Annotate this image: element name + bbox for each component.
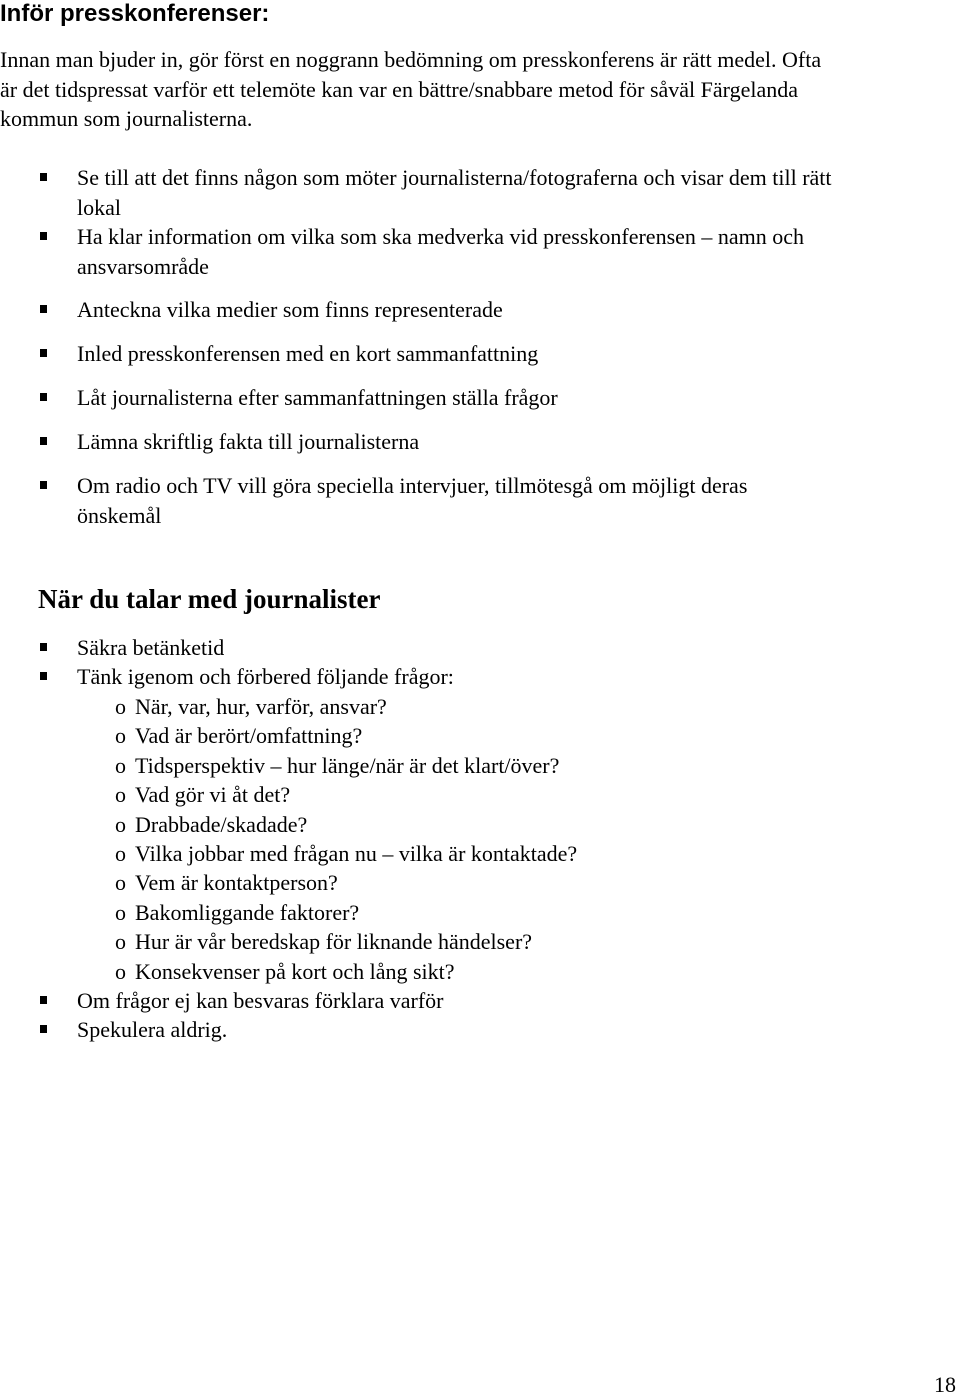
intro-paragraph	[0, 45, 958, 134]
section-bullet-text: Tänk igenom och förbered följande frågor:	[77, 664, 454, 689]
checklist-item-line: Se till att det finns någon som möter journalisterna/fotograferna och visar dem till rätt	[77, 165, 832, 190]
question-item	[0, 898, 960, 928]
square-bullet-icon	[40, 305, 47, 313]
circle-bullet-icon: o	[115, 841, 126, 866]
square-bullet-icon	[40, 173, 47, 181]
question-item	[0, 957, 960, 987]
question-item	[0, 810, 960, 840]
question-item	[0, 692, 960, 722]
circle-bullet-icon: o	[115, 929, 126, 954]
intro-line: är det tidspressat varför ett telemöte kan var en bättre/snabbare metod för såväl Färgelanda	[0, 76, 798, 102]
page-number: 18	[934, 1372, 956, 1397]
checklist-item-line: lokal	[77, 194, 121, 220]
square-bullet-icon	[40, 996, 47, 1004]
square-bullet-icon	[40, 437, 47, 445]
section-bullet-text: Om frågor ej kan besvaras förklara varför	[77, 988, 444, 1013]
page-heading: Inför presskonferenser:	[0, 0, 270, 27]
square-bullet-icon	[40, 1025, 47, 1033]
question-text: Konsekvenser på kort och lång sikt?	[135, 959, 455, 984]
question-text: Bakomliggande faktorer?	[135, 900, 360, 925]
checklist-item-line: Lämna skriftlig fakta till journalisterna	[77, 429, 420, 454]
checklist-item-line: Inled presskonferensen med en kort sammanfattning	[77, 341, 539, 366]
circle-bullet-icon: o	[115, 959, 126, 984]
question-item	[0, 927, 960, 957]
circle-bullet-icon: o	[115, 694, 126, 719]
question-item	[0, 868, 960, 898]
section-bullet-text: Säkra betänketid	[77, 635, 225, 660]
question-text: Vad gör vi åt det?	[135, 782, 291, 807]
question-text: Drabbade/skadade?	[135, 812, 308, 837]
question-item	[0, 780, 960, 810]
square-bullet-icon	[40, 393, 47, 401]
square-bullet-icon	[40, 349, 47, 357]
question-item	[0, 751, 960, 781]
section-bullet-text: Spekulera aldrig.	[77, 1017, 228, 1042]
question-text: Hur är vår beredskap för liknande händelser?	[135, 929, 533, 954]
square-bullet-icon	[40, 643, 47, 651]
square-bullet-icon	[40, 672, 47, 680]
checklist-item-line: Om radio och TV vill göra speciella intervjuer, tillmötesgå om möjligt deras	[77, 473, 748, 498]
checklist-item-line: Ha klar information om vilka som ska medverka vid presskonferensen – namn och	[77, 224, 805, 249]
circle-bullet-icon: o	[115, 782, 126, 807]
circle-bullet-icon: o	[115, 900, 126, 925]
question-text: Tidsperspektiv – hur länge/när är det klart/över?	[135, 753, 560, 778]
section-heading: När du talar med journalister	[38, 584, 381, 614]
question-text: Vem är kontaktperson?	[135, 870, 338, 895]
checklist-item-line: ansvarsområde	[77, 253, 209, 279]
checklist-item-line: Låt journalisterna efter sammanfattningen ställa frågor	[77, 385, 558, 410]
circle-bullet-icon: o	[115, 812, 126, 837]
checklist-item-line: Anteckna vilka medier som finns representerade	[77, 297, 503, 322]
circle-bullet-icon: o	[115, 723, 126, 748]
question-text: Vilka jobbar med frågan nu – vilka är kontaktade?	[135, 841, 578, 866]
question-item	[0, 721, 960, 751]
square-bullet-icon	[40, 232, 47, 240]
question-text: När, var, hur, varför, ansvar?	[135, 694, 387, 719]
question-item	[0, 839, 960, 869]
question-text: Vad är berört/omfattning?	[135, 723, 363, 748]
checklist-item-line: önskemål	[77, 502, 162, 528]
intro-line: kommun som journalisterna.	[0, 106, 253, 131]
circle-bullet-icon: o	[115, 753, 126, 778]
intro-line: Innan man bjuder in, gör först en noggrann bedömning om presskonferens är rätt medel. Ofta	[0, 47, 822, 72]
square-bullet-icon	[40, 481, 47, 489]
circle-bullet-icon: o	[115, 870, 126, 895]
